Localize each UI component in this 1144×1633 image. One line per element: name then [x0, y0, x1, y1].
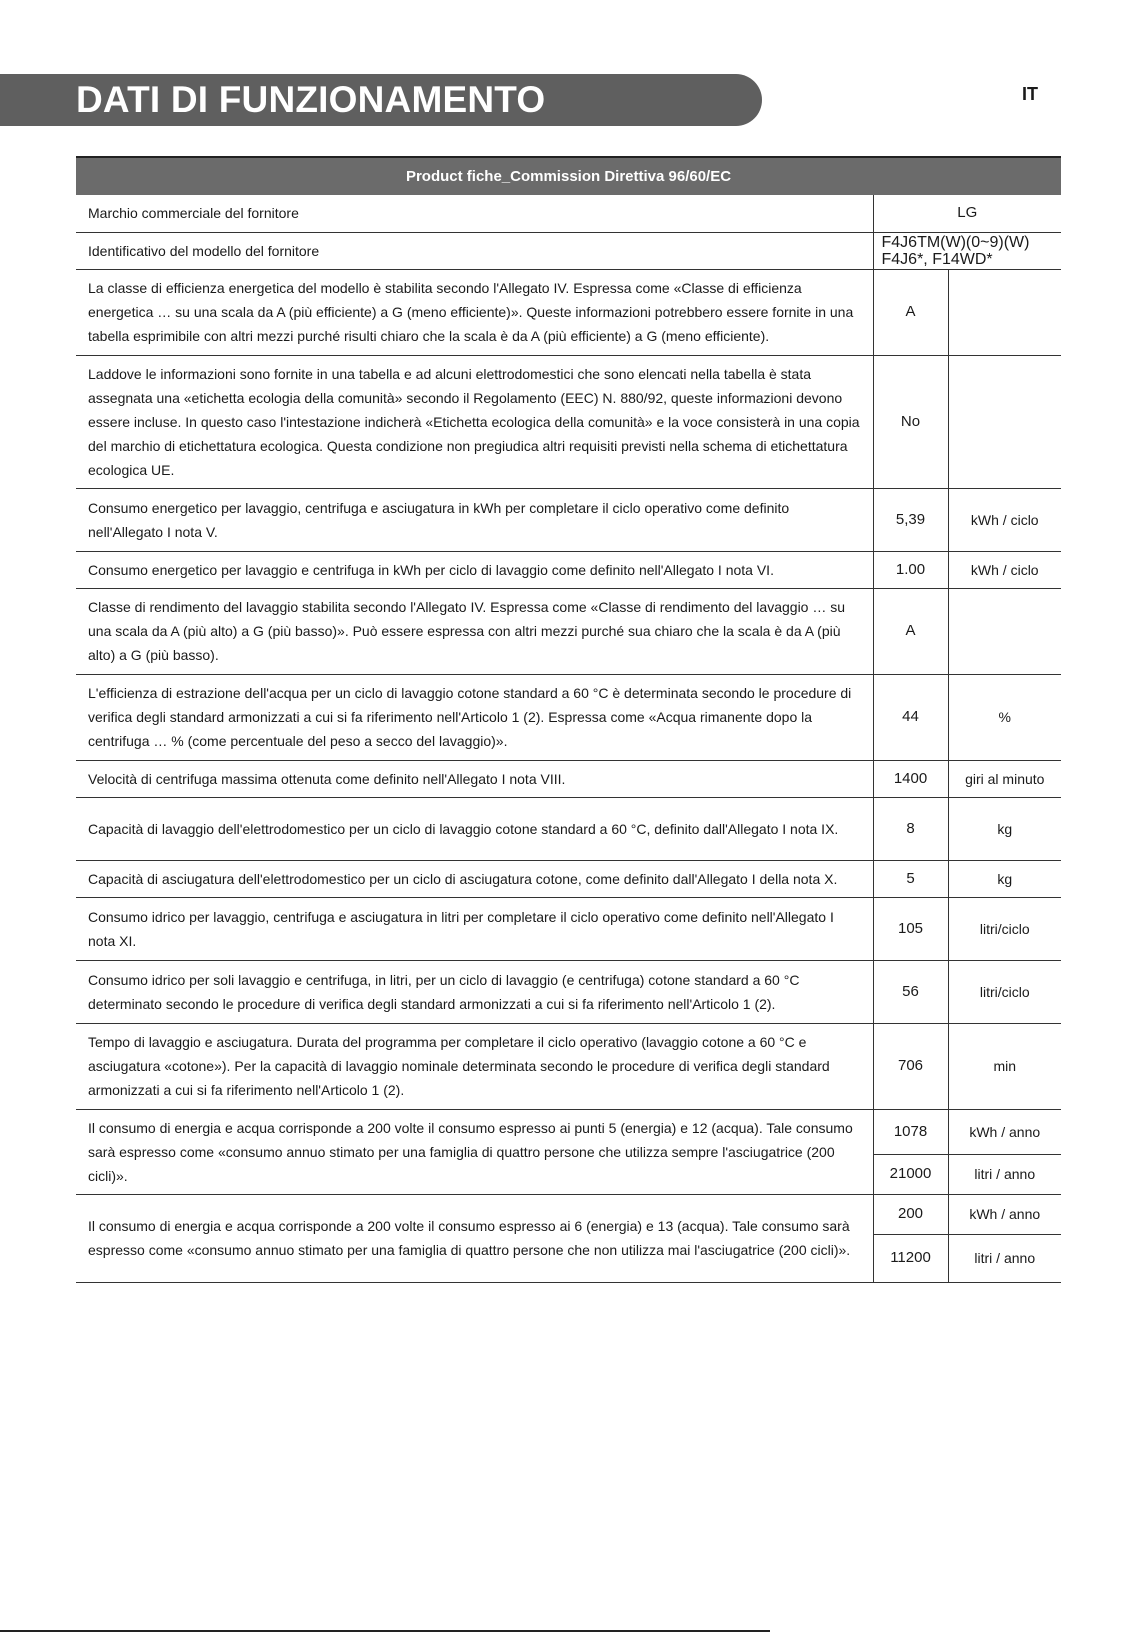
- row-value: 21000: [873, 1155, 948, 1194]
- table-heading: Product fiche_Commission Direttiva 96/60/EC: [76, 157, 1061, 195]
- table-row: [76, 488, 1061, 551]
- row-unit: kg: [948, 860, 1061, 897]
- row-unit: kWh / ciclo: [948, 551, 1061, 588]
- page-title: DATI DI FUNZIONAMENTO: [76, 79, 546, 120]
- row-unit: [948, 588, 1061, 674]
- row-unit: kWh / ciclo: [948, 488, 1061, 551]
- row-unit: litri/ciclo: [948, 897, 1061, 960]
- row-value: 1078: [873, 1109, 948, 1155]
- table-row: [76, 195, 1061, 232]
- model-line: F4J6TM(W)(0~9)(W): [881, 233, 1030, 251]
- row-value: 200: [873, 1194, 948, 1234]
- row-value: 706: [873, 1023, 948, 1109]
- table-row: [76, 960, 1061, 1023]
- product-fiche-table: [76, 156, 1061, 1283]
- row-value: A: [873, 588, 948, 674]
- row-description: Capacità di lavaggio dell'elettrodomestico per un ciclo di lavaggio cotone standard a 60 °C, definito dall'Allegato I nota IX.: [76, 797, 873, 860]
- row-unit: litri / anno: [948, 1155, 1061, 1194]
- row-description: Classe di rendimento del lavaggio stabilita secondo l'Allegato IV. Espressa come «Classe di rendimento del lavaggio … su una scala da A (più alto) a G (più basso)». Può essere espressa con altri mezzi purché sua chiaro che la scala è da A (più alto) a G (più basso).: [76, 588, 873, 674]
- row-description: Il consumo di energia e acqua corrisponde a 200 volte il consumo espresso ai punti 5 (energia) e 12 (acqua). Tale consumo sarà espresso come «consumo annuo stimato per una famiglia di quattro persone che utilizza sempre l'asciugatrice (200 cicli)».: [76, 1109, 873, 1194]
- row-unit: min: [948, 1023, 1061, 1109]
- row-description: Consumo idrico per lavaggio, centrifuga e asciugatura in litri per completare il ciclo operativo come definito nell'Allegato I nota XI.: [76, 897, 873, 960]
- row-description: Il consumo di energia e acqua corrisponde a 200 volte il consumo espresso ai 6 (energia) e 13 (acqua). Tale consumo sarà espresso come «consumo annuo stimato per una famiglia di quattro persone che non utilizza mai l'asciugatrice (200 cicli)».: [76, 1194, 873, 1282]
- row-description: Laddove le informazioni sono fornite in una tabella e ad alcuni elettrodomestici che sono elencati nella tabella è stata assegnata una «etichetta ecologia della comunità» secondo il Regolamento (EEC) N. 880/92, queste informazioni devono essere incluse. In questo caso l'intestazione indicherà «Etichetta ecologica della comunità» e la voce consisterà in una copia del marchio di etichettatura ecologica. Questa condizione non pregiudica altri requisiti previsti nella schema di etichettatura ecologica UE.: [76, 355, 873, 488]
- model-line: F4J6*, F14WD*: [881, 250, 993, 268]
- row-description: Consumo energetico per lavaggio e centrifuga in kWh per ciclo di lavaggio come definito nell'Allegato I nota VI.: [76, 551, 873, 588]
- row-description: La classe di efficienza energetica del modello è stabilita secondo l'Allegato IV. Espressa come «Classe di efficienza energetica … su una scala da A (più efficiente) a G (meno efficiente)». Queste informazioni potrebbero essere fornite in una tabella esprimibile con altri mezzi purché risulti chiaro che la scala è da A (più efficiente) a G (meno efficiente).: [76, 269, 873, 355]
- row-description: Consumo energetico per lavaggio, centrifuga e asciugatura in kWh per completare il ciclo operativo come definito nell'Allegato I nota V.: [76, 488, 873, 551]
- row-unit: litri/ciclo: [948, 960, 1061, 1023]
- row-value: 1400: [873, 760, 948, 797]
- table-row: [76, 1023, 1061, 1109]
- row-unit: [948, 355, 1061, 488]
- row-value: 8: [873, 797, 948, 860]
- table-row: [76, 1194, 1061, 1234]
- table-row: [76, 797, 1061, 860]
- row-value: 56: [873, 960, 948, 1023]
- row-unit: %: [948, 674, 1061, 760]
- table-row: [76, 269, 1061, 355]
- row-value: 5,39: [873, 488, 948, 551]
- row-description: Velocità di centrifuga massima ottenuta come definito nell'Allegato I nota VIII.: [76, 760, 873, 797]
- row-value: 44: [873, 674, 948, 760]
- footer-divider: [0, 1630, 770, 1632]
- table-row: [76, 760, 1061, 797]
- row-unit: litri / anno: [948, 1234, 1061, 1282]
- row-value: 11200: [873, 1234, 948, 1282]
- row-value: 1.00: [873, 551, 948, 588]
- table-row: [76, 551, 1061, 588]
- row-description: Capacità di asciugatura dell'elettrodomestico per un ciclo di asciugatura cotone, come definito dall'Allegato I della nota X.: [76, 860, 873, 897]
- row-value: 5: [873, 860, 948, 897]
- row-unit: kg: [948, 797, 1061, 860]
- model-identifier: [873, 232, 1061, 269]
- row-value: A: [873, 269, 948, 355]
- row-unit: [948, 269, 1061, 355]
- row-description: Tempo di lavaggio e asciugatura. Durata del programma per completare il ciclo operativo (lavaggio cotone a 60 °C e asciugatura «cotone»). Per la capacità di lavaggio nominale determinata secondo le procedure di verifica degli standard armonizzati a cui si fa riferimento nell'Articolo 1 (2).: [76, 1023, 873, 1109]
- row-value: No: [873, 355, 948, 488]
- row-value: LG: [873, 195, 1061, 232]
- table-row: [76, 674, 1061, 760]
- language-code: IT: [1022, 84, 1038, 104]
- row-unit: giri al minuto: [948, 760, 1061, 797]
- row-value: 105: [873, 897, 948, 960]
- table-row: [76, 897, 1061, 960]
- row-unit: kWh / anno: [948, 1109, 1061, 1155]
- table-row: [76, 588, 1061, 674]
- table-header-row: [76, 157, 1061, 195]
- table-row: [76, 1109, 1061, 1155]
- row-description: Marchio commerciale del fornitore: [76, 195, 873, 232]
- table-row: [76, 232, 1061, 269]
- row-unit: kWh / anno: [948, 1194, 1061, 1234]
- table-row: [76, 860, 1061, 897]
- row-description: Consumo idrico per soli lavaggio e centrifuga, in litri, per un ciclo di lavaggio (e centrifuga) cotone standard a 60 °C determinato secondo le procedure di verifica degli standard armonizzati a cui si fa riferimento nell'Articolo 1 (2).: [76, 960, 873, 1023]
- row-description: Identificativo del modello del fornitore: [76, 232, 873, 269]
- table-row: [76, 355, 1061, 488]
- row-description: L'efficienza di estrazione dell'acqua per un ciclo di lavaggio cotone standard a 60 °C è determinata secondo le procedure di verifica degli standard armonizzati a cui si fa riferimento nell'Articolo 1 (2). Espressa come «Acqua rimanente dopo la centrifuga … % (come percentuale del peso a secco del lavaggio)».: [76, 674, 873, 760]
